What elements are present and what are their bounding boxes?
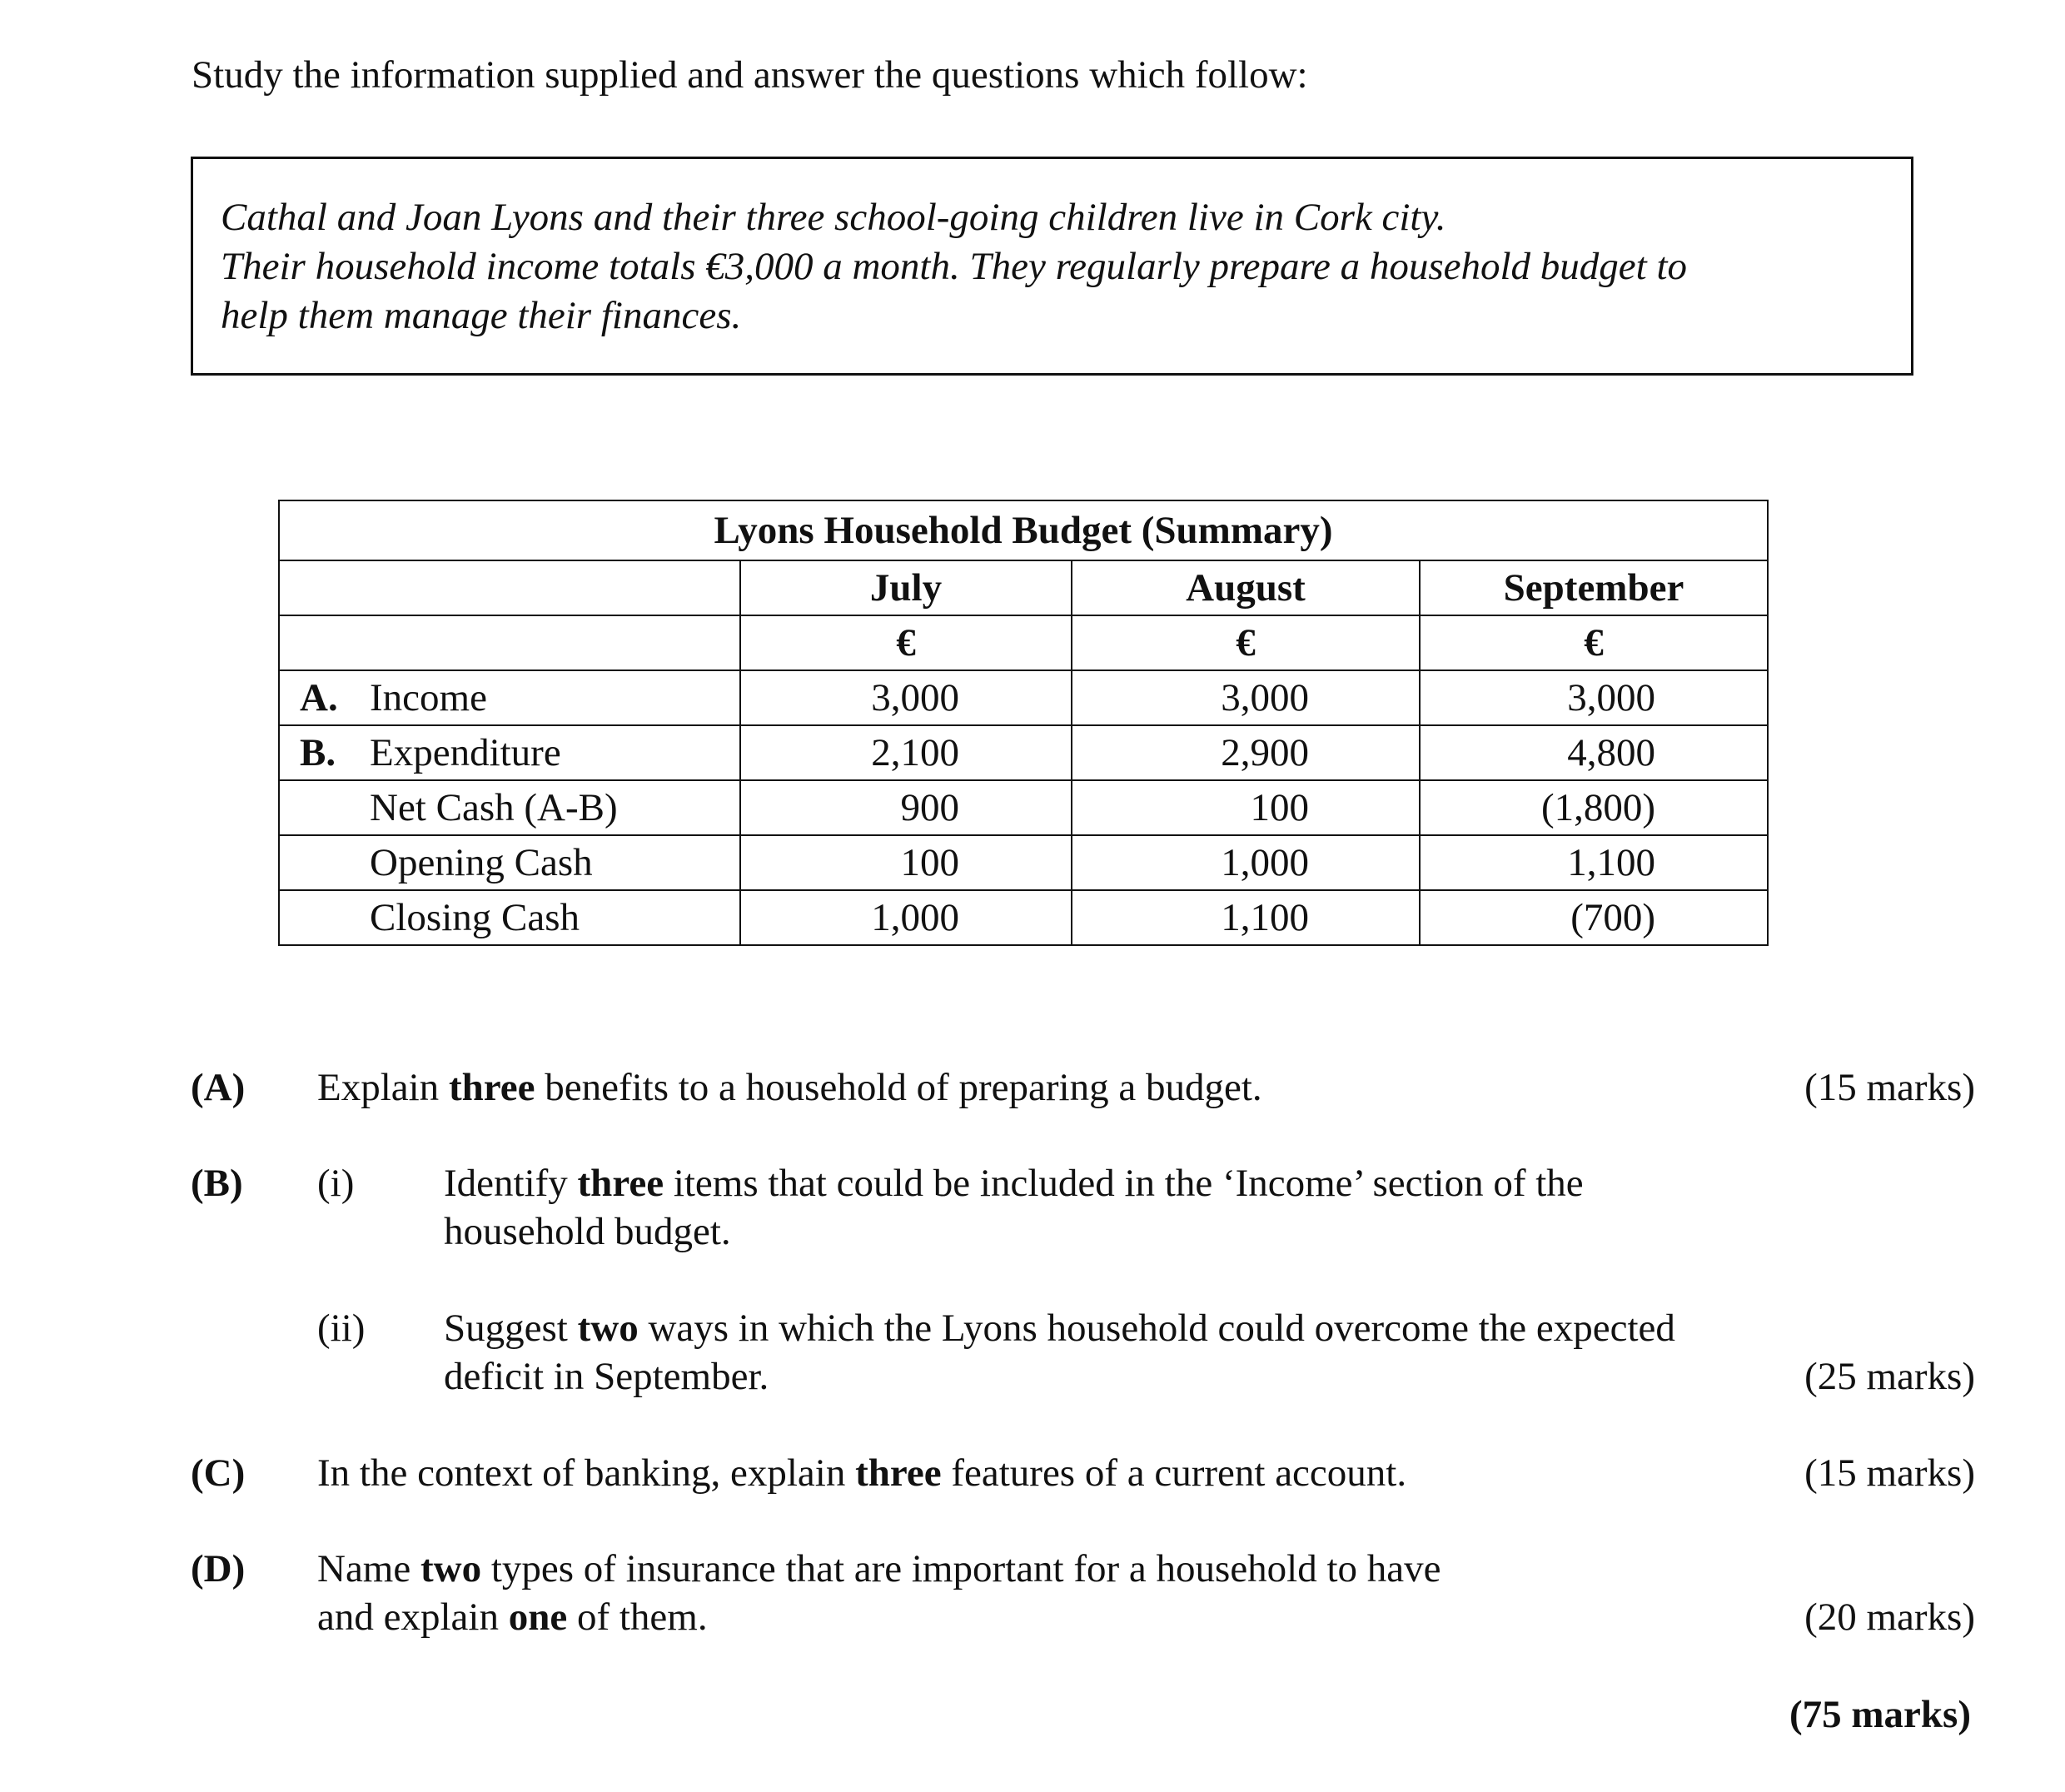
question-b-ii-number: (ii)	[317, 1307, 366, 1350]
question-c-marks: (15 marks)	[1804, 1451, 1975, 1495]
question-b-i-bold: three	[577, 1162, 664, 1205]
row-label-text: Opening Cash	[370, 840, 593, 884]
budget-table	[278, 500, 1769, 946]
value-september: (1,800)	[1540, 785, 1655, 829]
scenario-line-3: help them manage their finances.	[221, 294, 742, 337]
value-cell	[1072, 835, 1420, 890]
month-header: August	[1072, 560, 1420, 615]
value-cell	[1072, 890, 1420, 945]
value-cell	[1072, 780, 1420, 835]
question-a-letter: (A)	[191, 1066, 246, 1109]
row-label-text: Net Cash (A-B)	[370, 785, 618, 829]
question-d-bold: two	[420, 1547, 482, 1590]
currency-symbol: €	[1072, 615, 1420, 670]
value-cell	[1420, 670, 1768, 725]
scenario-line-1: Cathal and Joan Lyons and their three school-going children live in Cork city.	[221, 196, 1446, 239]
question-a-pre: Explain	[317, 1066, 449, 1109]
row-letter: B.	[300, 730, 336, 774]
question-b-i-line-2: household budget.	[444, 1210, 731, 1253]
intro-text: Study the information supplied and answer the questions which follow:	[192, 53, 1308, 97]
value-july: 3,000	[871, 675, 959, 719]
value-cell	[740, 835, 1072, 890]
row-label	[279, 725, 740, 780]
value-cell	[1420, 890, 1768, 945]
total-marks: (75 marks)	[1789, 1693, 1971, 1736]
row-letter: A.	[300, 675, 338, 719]
question-d-line2-bold: one	[508, 1595, 568, 1639]
question-a-marks: (15 marks)	[1804, 1066, 1975, 1109]
value-july: 900	[900, 785, 959, 829]
row-label	[279, 670, 740, 725]
value-cell	[740, 670, 1072, 725]
table-row	[279, 890, 1768, 945]
row-label-text: Expenditure	[370, 730, 561, 774]
value-august: 100	[1250, 785, 1309, 829]
value-july: 2,100	[871, 730, 959, 774]
row-label	[279, 835, 740, 890]
currency-symbol: €	[1420, 615, 1768, 670]
header-blank	[279, 560, 740, 615]
question-d-pre: Name	[317, 1547, 420, 1590]
question-a-bold: three	[448, 1066, 535, 1109]
currency-symbol: €	[740, 615, 1072, 670]
value-cell	[1072, 670, 1420, 725]
question-b-ii-line-2: deficit in September.	[444, 1355, 769, 1398]
question-a-text	[317, 1064, 1262, 1111]
value-august: 2,900	[1221, 730, 1309, 774]
question-d-line-2	[317, 1594, 708, 1640]
value-cell	[1420, 725, 1768, 780]
question-b-i-pre: Identify	[444, 1162, 578, 1205]
question-b-i-number: (i)	[317, 1162, 355, 1205]
value-september: 4,800	[1567, 730, 1655, 774]
table-row	[279, 725, 1768, 780]
value-cell	[1420, 780, 1768, 835]
scenario-line-2: Their household income totals €3,000 a month. They regularly prepare a household budget to	[221, 245, 1688, 288]
question-c-text	[317, 1450, 1406, 1496]
question-c-pre: In the context of banking, explain	[317, 1451, 856, 1495]
value-cell	[740, 725, 1072, 780]
table-row	[279, 670, 1768, 725]
question-d-marks: (20 marks)	[1804, 1595, 1975, 1639]
table-row	[279, 835, 1768, 890]
row-label-text: Closing Cash	[370, 895, 580, 939]
value-august: 1,100	[1221, 895, 1309, 939]
month-header: July	[740, 560, 1072, 615]
value-july: 1,000	[871, 895, 959, 939]
scenario-box	[191, 157, 1913, 376]
question-b-i-line-1	[444, 1160, 1584, 1207]
question-d-post: types of insurance that are important for a household to have	[481, 1547, 1441, 1590]
value-september: (700)	[1570, 895, 1655, 939]
question-d-line-1	[317, 1546, 1441, 1592]
question-d-line2-post: of them.	[567, 1595, 708, 1639]
question-b-i-post: items that could be included in the ‘Income’ section of the	[664, 1162, 1584, 1205]
table-title: Lyons Household Budget (Summary)	[279, 500, 1768, 560]
value-cell	[1072, 725, 1420, 780]
value-july: 100	[900, 840, 959, 884]
question-b-ii-bold: two	[577, 1307, 639, 1350]
row-label-text: Income	[370, 675, 487, 719]
question-c-letter: (C)	[191, 1451, 246, 1495]
question-c-post: features of a current account.	[941, 1451, 1407, 1495]
question-b-ii-pre: Suggest	[444, 1307, 578, 1350]
question-b-marks: (25 marks)	[1804, 1355, 1975, 1398]
value-september: 3,000	[1567, 675, 1655, 719]
value-cell	[1420, 835, 1768, 890]
row-label	[279, 890, 740, 945]
question-b-ii-line-1	[444, 1305, 1675, 1351]
question-d-line2-pre: and explain	[317, 1595, 509, 1639]
value-september: 1,100	[1567, 840, 1655, 884]
month-header: September	[1420, 560, 1768, 615]
value-cell	[740, 890, 1072, 945]
currency-blank	[279, 615, 740, 670]
question-c-bold: three	[855, 1451, 942, 1495]
question-b-letter: (B)	[191, 1162, 243, 1205]
table-row	[279, 780, 1768, 835]
question-d-letter: (D)	[191, 1547, 246, 1590]
row-label	[279, 780, 740, 835]
value-cell	[740, 780, 1072, 835]
value-august: 1,000	[1221, 840, 1309, 884]
question-a-post: benefits to a household of preparing a budget.	[535, 1066, 1262, 1109]
value-august: 3,000	[1221, 675, 1309, 719]
question-b-ii-post: ways in which the Lyons household could overcome the expected	[638, 1307, 1675, 1350]
